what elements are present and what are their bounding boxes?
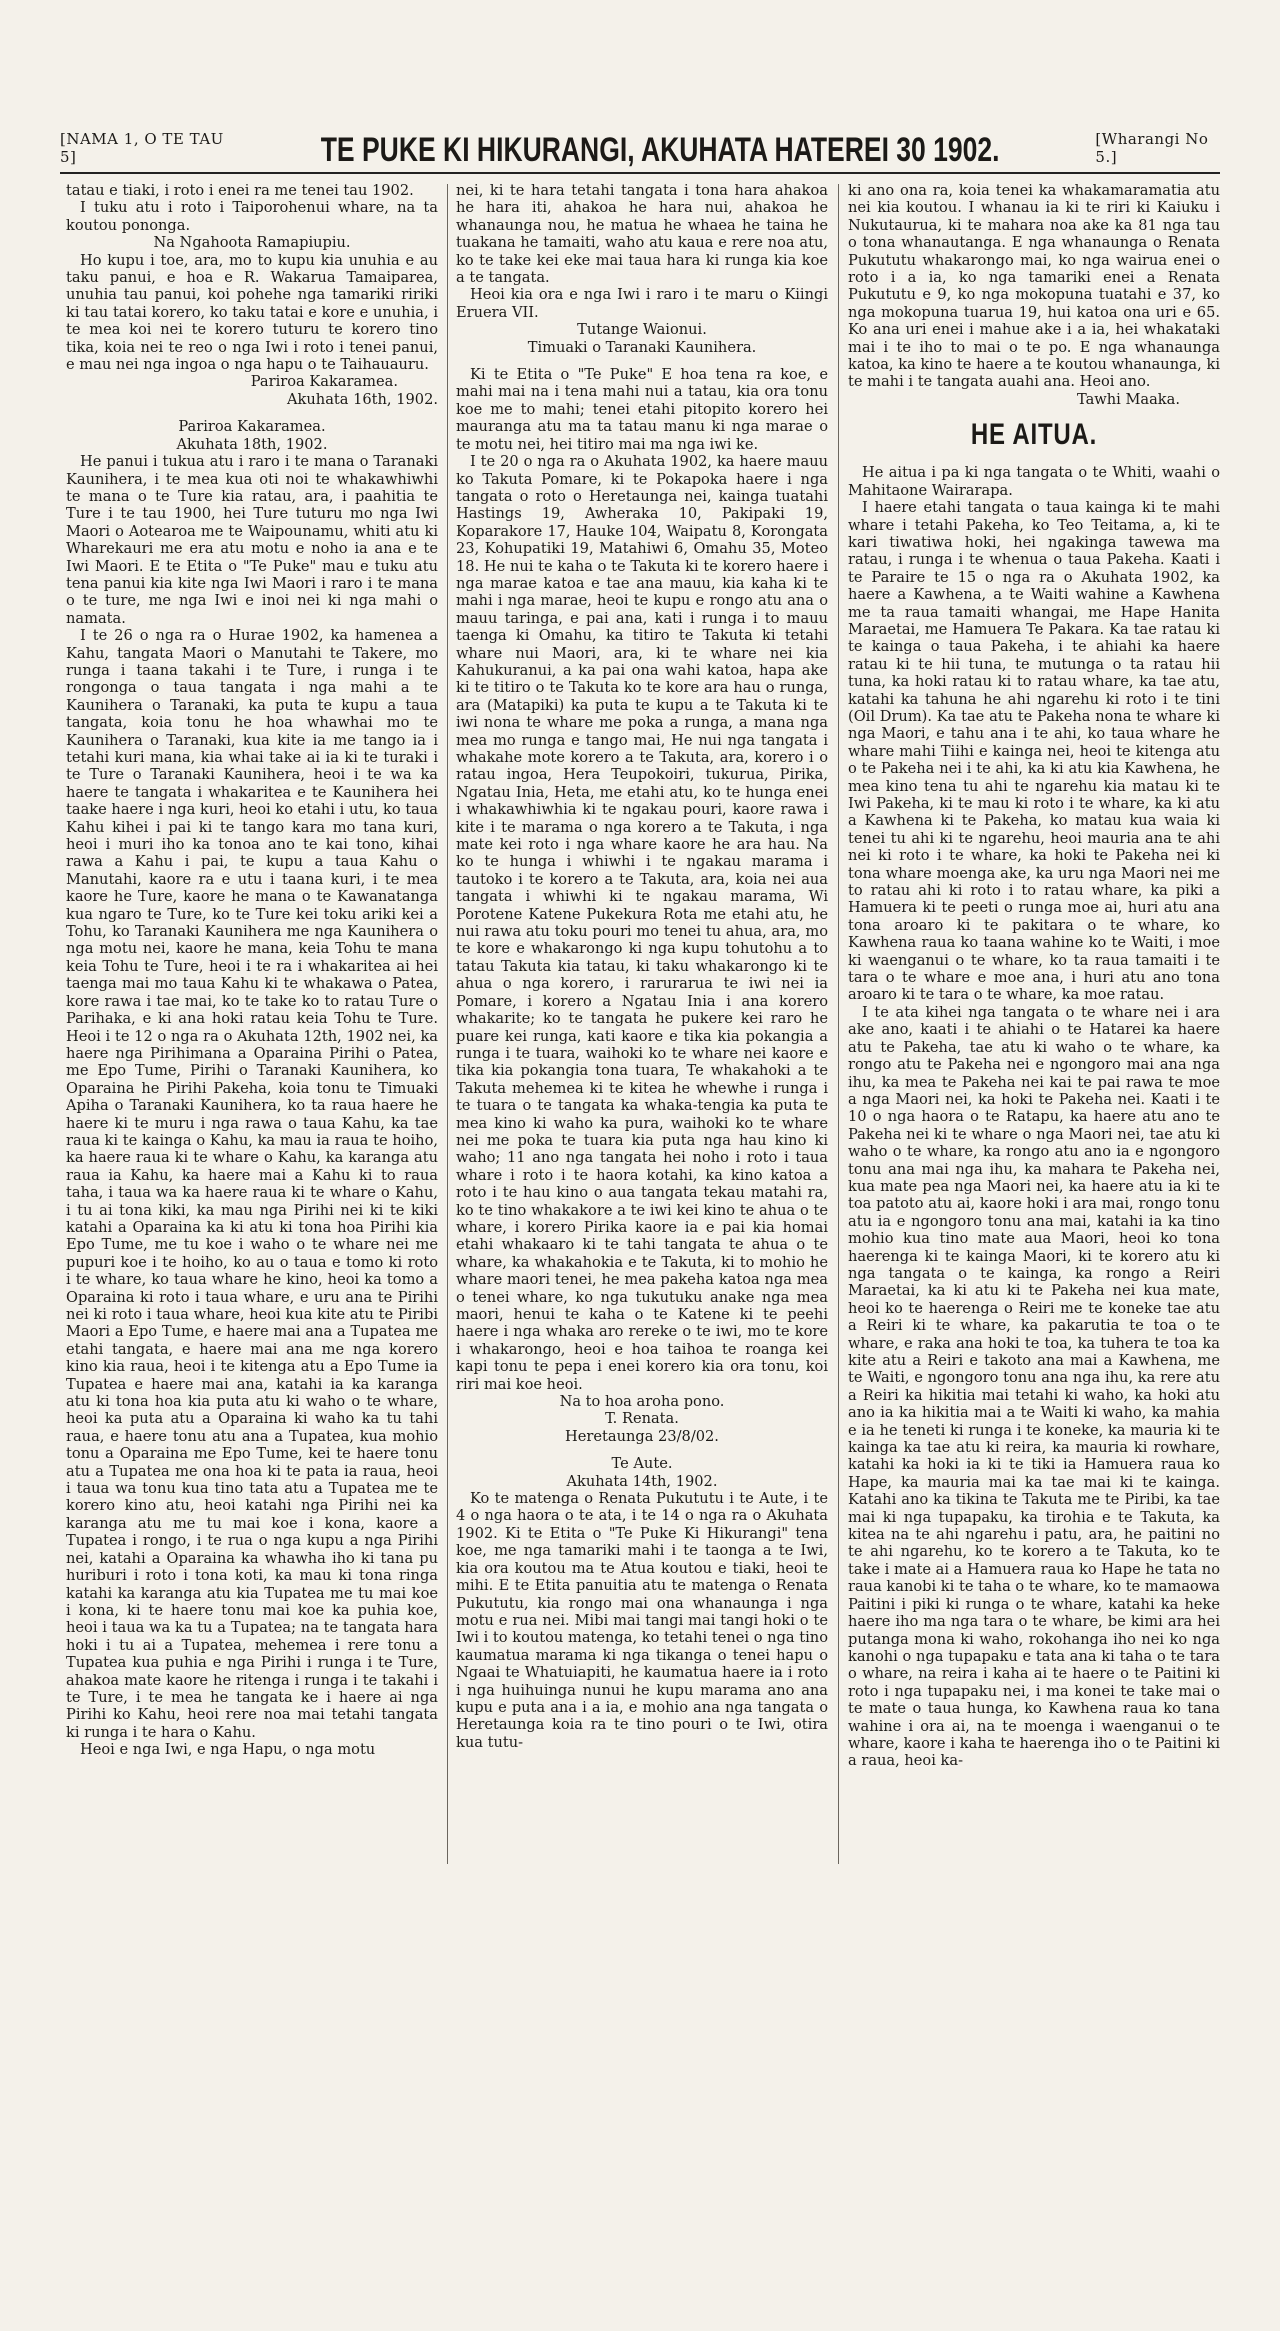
paragraph: Akuhata 18th, 1902. bbox=[176, 435, 328, 453]
paragraph: Ko te matenga o Renata Pukututu i te Aute, i te 4 o nga haora o te ata, i te 14 o nga ra o Akuhata 1902. Ki te Etita o "Te Puke Ki Hikurangi" tena koe, me nga tamariki mahi i te taonga a te Iwi, kia ora koutou ma te Atua koutou e tiaki, heoi te mihi. E te Etita panuitia atu te matenga o Renata Pukututu, kia rongo mai ona whanaunga i nga motu e rua nei. Mibi mai tangi mai tangi hoki o te Iwi i to koutou matenga, ko tetahi tenei o nga tino kaumatua marama ki nga tikanga o tenei hapu o Ngaai te Whatuiapiti, he kaumatua haere ia i roto i nga huihuinga nunui he kupu marama ano ana kupu e puta ana i a ia, e mohio ana nga tangata o Heretaunga koia ra te tino pouri o te Iwi, otira kua tutu- bbox=[456, 1490, 828, 1751]
paragraph: ki ano ona ra, koia tenei ka whakamaramatia atu nei kia koutou. I whanau ia ki te riri ki Kaiuku i Nukutaurua, ki te mahara noa ake ka 81 nga tau o tona whanautanga. E nga whanaunga o Renata Pukututu whakarongo mai, ko nga wairua enei o roto i a ia, ko nga tamariki enei a Renata Pukututu e 9, ko nga mokopuna tuatahi e 37, ko nga mokopuna tuarua 19, hui katoa ona uri e 65. Ko ana uri enei i mahue ake i a ia, hei whakataki mai i te iho to mai o te po. E nga whanaunga katoa, ka kino te haere a te koutou whanaunga, ki te mahi i te tangata auahi ana. Heoi ano. bbox=[848, 182, 1220, 391]
paragraph: Timuaki o Taranaki Kaunihera. bbox=[527, 338, 757, 356]
paragraph: Ki te Etita o "Te Puke" E hoa tena ra koe, e mahi mai na i tena mahi nui a tatau, kia ora tonu koe me to mahi; tenei etahi pitopito korero hei mauranga atu ma ta tatau manu ki nga marae o te motu nei, hei titiro mai ma nga iwi ke. bbox=[456, 366, 828, 453]
paragraph: Heoi kia ora e nga Iwi i raro i te maru o Kiingi Eruera VII. bbox=[456, 286, 828, 321]
page-number: [Wharangi No 5.] bbox=[1095, 130, 1209, 166]
paragraph: Ho kupu i toe, ara, mo to kupu kia unuhia e au taku panui, e hoa e R. Wakarua Tamaiparea, unuhia tau panui, koi pohehe nga tamariki ririki ki tau tatai korero, ko taku tatai e kore e unuhia, i te mea koi nei te korero tuturu te korero tino tika, koia nei te reo o nga Iwi i roto i tenei panui, e mau nei nga ingoa o nga hapu o te Taihauauru. bbox=[66, 251, 438, 374]
masthead bbox=[60, 128, 1220, 174]
paragraph: Na to hoa aroha pono. bbox=[559, 1393, 725, 1411]
paragraph: Na Ngahoota Ramapiupiu. bbox=[153, 234, 351, 252]
paragraph: Pariroa Kakaramea. bbox=[250, 373, 398, 391]
paragraph: Heretaunga 23/8/02. bbox=[565, 1427, 719, 1445]
column-divider bbox=[838, 184, 839, 1864]
section-heading: HE AITUA. bbox=[970, 418, 1098, 452]
paragraph: Akuhata 14th, 1902. bbox=[566, 1472, 718, 1490]
column-3 bbox=[848, 182, 1220, 2272]
paragraph: Heoi e nga Iwi, e nga Hapu, o nga motu bbox=[80, 1741, 376, 1759]
paragraph: Te Aute. bbox=[611, 1455, 673, 1473]
paragraph: Akuhata 16th, 1902. bbox=[287, 390, 438, 408]
paragraph: I te ata kihei nga tangata o te whare nei i ara ake ano, kaati i te ahiahi o te Hatarei ka haere atu te Pakeha, tae atu ki waho o te whare, ka rongo atu te Pakeha nei e ngongoro mai ana nga ihu, ka mea te Pakeha nei kai te pai rawa te moe a nga Maori nei, ka hoki te Pakeha nei. Kaati i te 10 o nga haora o te Ratapu, ka haere atu ano te Pakeha nei ki te whare o nga Maori nei, tae atu ki waho o te whare, ka rongo atu ano ia e ngongoro tonu ana mai nga ihu, ka mahara te Pakeha nei, kua mate pea nga Maori nei, ka haere atu ia ki te toa patoto atu ai, kaore hoki i ara mai, rongo tonu atu ia e ngongoro tonu ana mai, katahi ia ka tino mohio kua tino mate aua Maori, heoi ko tona haerenga ki te kainga Maori, ki te korero atu ki nga tangata o te kainga, ka rongo a Reiri Maraetai, ka ki atu ki te Pakeha nei kua mate, heoi ko te haerenga o Reiri me te koneke tae atu a Reiri ki te whare, ka pakarutia te toa o te whare, e raka ana hoki te toa, ka tuhera te toa ka kite atu a Reiri e takoto ana mai a Kawhena, me te Waiti, e ngongoro tonu ana nga ihu, ka rere atu a Reiri ka hikitia mai tetahi ki waho, ka hoki atu ano ia ka hikitia mai a te Waiti ki waho, ka mahia e ia he teneti ki runga i te koneke, ka mauria ki te kainga ka tae atu ki reira, ka mauria ki rowhare, katahi ka hoki ia ki te tiki ia Hamuera raua ko Hape, ka mauria mai ka tae mai ki te kainga. Katahi ano ka tikina te Takuta me te Piribi, ka tae mai ki nga tupapaku, ka tirohia e te Takuta, ka kitea na te ahi ngarehu i patu, ara, he paitini no te ahi ngarehu, ko te korero a te Takuta, ko te take i mate ai a Hamuera raua ko Hape he tata no raua kanobi ki te taha o te whare, ko te mamaowa Paitini i piki ki runga o te whare, katahi ka heke haere iho ma nga tara o te whare, be kimi ara hei putanga mona ki waho, rokohanga iho nei ko nga kanohi o nga tupapaku e tata ana ki taha o te tara o whare, na reira i kaha ai te haere o te Paitini ki roto i nga tupapaku nei, i ma konei te take mai o te mate o taua hunga, ko Kawhena raua ko tana wahine i ora ai, na te moenga i waenganui o te whare, kaore i kaha te haerenga iho o te Paitini ki a raua, heoi ka- bbox=[848, 1003, 1220, 1770]
paragraph-gap bbox=[66, 408, 438, 418]
paragraph: tatau e tiaki, i roto i enei ra me tenei tau 1902. bbox=[66, 182, 414, 199]
paragraph: He aitua i pa ki nga tangata o te Whiti, waahi o Mahitaone Wairarapa. bbox=[848, 464, 1220, 499]
paragraph: Pariroa Kakaramea. bbox=[178, 418, 326, 436]
paragraph: T. Renata. bbox=[605, 1410, 679, 1428]
paragraph-gap bbox=[456, 1445, 828, 1455]
paragraph: I te 20 o nga ra o Akuhata 1902, ka haere mauu ko Takuta Pomare, ki te Pokapoka haere i nga tangata o roto o Heretaunga nei, kainga tuatahi Hastings 19, Awheraka 10, Pakipaki 19, Koparakore 17, Hauke 104, Waipatu 8, Korongata 23, Kohupatiki 19, Matahiwi 6, Omahu 35, Moteo 18. He nui te kaha o te Takuta ki te korero haere i nga marae katoa e tae ana mauu, kia kaha ki te mahi i nga marae, heoi te kupu e rongo atu ana o mauu taringa, e pai ana, kati i runga i to mauu taenga ki Omahu, ka titiro te Takuta ki tetahi whare nui Maori, ara, ki te whare nei kia Kahukuranui, a ka pai ona wahi katoa, hapa ake ki te titiro o te Takuta ko te kore ara hau o runga, ara (Matapiki) ka puta te kupu a te Takuta ki te iwi nona te whare me poka a runga, a mana nga mea mo runga e tango mai, He nui nga tangata i whakahe mote korero a te Takuta, ara, korero i o ratau ingoa, Hera Teupokoiri, tukurua, Pirika, Ngatau Inia, Heta, me etahi atu, ko te hunga enei i whakawhiwhia ki te ngakau pouri, kaore rawa i kite i te marama o nga korero a te Takuta, i nga mate kei roto i nga whare kaore he ara hau. Na ko te hunga i whiwhi i te ngakau marama i tautoko i te korero a te Takuta, ara, koia nei aua tangata i whiwhi ki te ngakau marama, Wi Porotene Katene Pukekura Rota me etahi atu, he nui rawa atu toku pouri mo tenei tu ahua, ara, mo te kore e whakarongo ki nga kupu tohutohu a to tatau Takuta kia tatau, ki taku whakarongo ki te ahua o nga korero, i rarurarua te iwi nei ia Pomare, i korero a Ngatau Inia i ana korero whakarite; ko te tangata he pukere kei raro he puare kei runga, kati kaore e tika kia pokangia a runga i te tuara, waihoki ko te whare nei kaore e tika kia pokangia tona tuara, Te whakahoki a te Takuta mehemea ki te kitea he whewhe i runga i te tuara o te tangata ka whaka-tengia ka puta te mea kino ki waho ka pura, waihoki ko te whare nei me poka te tuara kia puta nga hau kino ki waho; 11 ano nga tangata hei noho i roto i taua whare i roto i te haora kotahi, ka kino katoa a roto i te hau kino o aua tangata tekau matahi ra, ko te tino whakakore a te iwi kei kino te ahua o te whare, i korero Pirika kaore ia e pai kia homai etahi whakaaro ki te tahi tangata te ahua o te whare, ka whakahokia e te Takuta, ki to mohio he whare maori tenei, he mea pakeha katoa nga mea o tenei whare, ko nga tukutuku anake nga mea maori, henui te kaha o te Katene ki te peehi haere i nga whaka aro rereke o te iwi, mo te kore i whakarongo, heoi e hoa taihoa te roanga kei kapi tonu te pepa i enei korero kia ora tonu, koi riri mai koe heoi. bbox=[456, 453, 828, 1393]
paragraph-gap bbox=[456, 356, 828, 366]
paragraph: I tuku atu i roto i Taiporohenui whare, na ta koutou pononga. bbox=[66, 199, 438, 234]
paragraph: He panui i tukua atu i raro i te mana o Taranaki Kaunihera, i te mea kua oti noi te whakawhiwhi te mana o te Ture kia ratau, ara, i paahitia te Ture i te tau 1900, hei Ture tuturu mo nga Iwi Maori o Aotearoa me te Waipounamu, whiti atu ki Wharekauri me era atu motu e noho ia ana e te Iwi Maori. E te Etita o "Te Puke" mau e tuku atu tena panui kia kite nga Iwi Maori i raro i te mana o te ture, me nga Iwi e inoi nei ki nga mahi o namata. bbox=[66, 453, 438, 627]
paragraph: I te 26 o nga ra o Hurae 1902, ka hamenea a Kahu, tangata Maori o Manutahi te Takere, mo runga i taana takahi i te Ture, i runga i te rongonga o taua tangata i nga mahi a te Kaunihera o Taranaki, ka puta te kupu a taua tangata, koia tonu he hoa whawhai mo te Kaunihera o Taranaki, kua kite ia me tango ia i tetahi kuri mana, kia whai take ai ia ki te turaki i te Ture o Taranaki Kaunihera, heoi i te wa ka haere te tangata i whakaritea e te Kaunihera hei taake haere i nga kuri, heoi ko etahi i utu, ko taua Kahu kihei i pai ki te tango kara mo tana kuri, heoi i muri iho ka tonoa ano te kai tono, kihai rawa a Kahu i pai, te kupu a taua Kahu o Manutahi, kaore ra e utu i taana kuri, i te mea kaore he Ture, kaore he mana o te Kawanatanga kua ngaro te Ture, ko te Ture kei toku ariki kei a Tohu, ko Taranaki Kaunihera me nga Kaunihera o nga motu nei, kaore he mana, keia Tohu te mana keia Tohu te Ture, heoi i te ra i whakaritea ai hei taenga mai mo taua Kahu ki te whakawa o Patea, kore rawa i tae mai, ko te take ko to ratau Ture o Parihaka, e ki ana hoki ratau keia Tohu te Ture. Heoi i te 12 o nga ra o Akuhata 12th, 1902 nei, ka haere nga Pirihimana a Oparaina Pirihi o Patea, me Epo Tume, Pirihi o Taranaki Kaunihera, ko Oparaina he Pirihi Pakeha, koia tonu te Timuaki Apiha o Taranaki Kaunihera, ko ta raua haere he haere ki te muru i nga rawa o taua Kahu, ka tae raua ki te kainga o Kahu, ka mau ia raua te hoiho, ka haere raua ki te whare o Kahu, ka karanga atu raua ia Kahu, ka haere mai a Kahu ki to raua taha, i taua wa ka haere raua ki te whare o Kahu, i tu ai tona kiki, ka mau nga Pirihi nei ki te kiki katahi a Oparaina ka ki atu ki tona hoa Pirihi kia Epo Tume, me tu koe i waho o te whare nei me pupuri koe i te hoiho, ko au o taua e tomo ki roto i te whare, ko taua whare he kino, heoi ka tomo a Oparaina ki roto i taua whare, e uru ana te Pirihi nei ki roto i taua whare, heoi kua kite atu te Piribi Maori a Epo Tume, e haere mai ana a Tupatea me etahi tangata, e haere mai ana me nga korero kino kia raua, heoi i te kitenga atu a Epo Tume ia Tupatea e haere mai ana, katahi ia ka karanga atu ki tona hoa kia puta atu ki waho o te whare, heoi ka puta atu a Oparaina ki waho ka tu tahi raua, e haere tonu atu ana a Tupatea, kua mohio tonu a Oparaina me Epo Tume, kei te haere tonu atu a Tupatea me ona hoa ki te pata ia raua, heoi i taua wa tonu kua tino tata atu a Tupatea me te korero kino atu, heoi katahi nga Pirihi nei ka karanga atu me tu mai koe i kona, kaore a Tupatea i rongo, i te rua o nga kupu a nga Pirihi nei, katahi a Oparaina ka whawha iho ki tana pu huriburi i roto i tona koti, ka mau ki tona ringa katahi ka karanga atu kia Tupatea me tu mai koe i kona, ki te haere tonu mai koe ka puhia koe, heoi i taua wa ka tu a Tupatea; na te tangata hara hoki i tu ai a Tupatea, mehemea i rere tonu a Tupatea kua puhia e nga Pirihi i runga i te Ture, ahakoa mate kaore he ritenga i runga i te takahi i te Ture, i te mea he tangata ke i haere ai nga Pirihi ko Kahu, heoi rere noa mai tetahi tangata ki runga i te hara o Kahu. bbox=[66, 627, 438, 1741]
column-divider bbox=[447, 184, 448, 1864]
newspaper-title: TE PUKE KI HIKURANGI, AKUHATA HATEREI 30 1902. bbox=[320, 131, 1000, 169]
paragraph: I haere etahi tangata o taua kainga ki te mahi whare i tetahi Pakeha, ko Teo Teitama, a, ki te kari tiwatiwa hoki, hei ngakinga tawewa ma ratau, i runga i te whenua o taua Pakeha. Kaati i te Paraire te 15 o nga ra o Akuhata 1902, ka haere a Kawhena, a te Waiti wahine a Kawhena me ta raua tamaiti whangai, me Hape Hanita Maraetai, me Hamuera Te Pakara. Ka tae ratau ki te kainga o taua Pakeha, i te ahiahi ka haere ratau ki te hii tuna, te mutunga o ta ratau hii tuna, ka hoki ratau ki to ratau whare, ka tae atu, katahi ka tahuna he ahi ngarehu ki roto i te tini (Oil Drum). Ka tae atu te Pakeha nona te whare ki nga Maori, e tahu ana i te ahi, ko taua whare he whare mahi Tiihi e kainga nei, heoi te kitenga atu o te Pakeha nei i te ahi, ka ki atu kia Kawhena, he mea kino tena tu ahi te ngarehu kia matau ki te Iwi Pakeha, ki te mau ki roto i te whare, ka ki atu a Kawhena ki te Pakeha, ko matau kua waia ki tenei tu ahi ki te ngarehu, heoi mauria ana te ahi nei ki roto i te whare, ka hoki te Pakeha nei ki tona whare moenga ake, ka uru nga Maori nei me to ratau ahi ki roto i to ratau whare, ka piki a Hamuera ki te peeti o runga moe ai, huri atu ana tona aroaro ki te pakitara o te whare, ko Kawhena raua ko taana wahine ko te Waiti, i moe ki waenganui o te whare, ko ta raua tamaiti i te tara o te whare e moe ana, i huri atu ano tona aroaro ki te tara o te whare, ka moe ratau. bbox=[848, 499, 1220, 1004]
paragraph: Tawhi Maaka. bbox=[1076, 390, 1180, 408]
column-2 bbox=[456, 182, 828, 2272]
issue-number: [NAMA 1, O TE TAU 5] bbox=[60, 130, 224, 166]
paragraph: Tutange Waionui. bbox=[577, 321, 707, 339]
paragraph: nei, ki te hara tetahi tangata i tona hara ahakoa he hara iti, ahakoa he hara nui, ahakoa he whanaunga nou, he matua he whaea he taina he tuakana he tamaiti, waho atu kaua e rere noa atu, ko te take kei eke mai taua hara ki runga kia koe a te tangata. bbox=[456, 182, 828, 287]
column-1 bbox=[66, 182, 438, 2272]
